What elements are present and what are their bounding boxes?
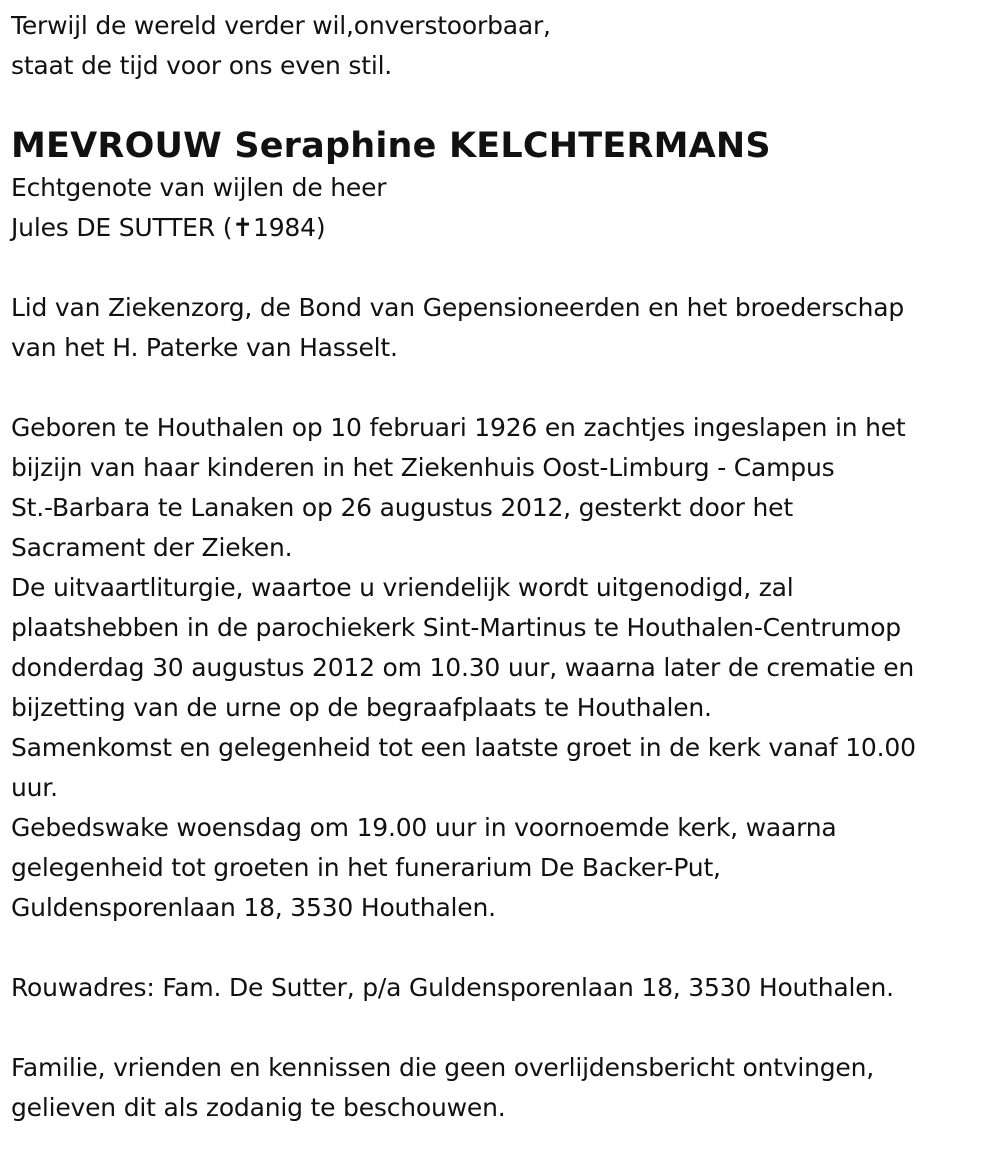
poem [11,6,991,86]
closing-line: gelieven dit als zodanig te beschouwen. [11,1093,506,1122]
announcement-line: De uitvaartliturgie, waartoe u vriendelijk wordt uitgenodigd, zal [11,573,794,602]
announcement-line: Guldensporenlaan 18, 3530 Houthalen. [11,893,496,922]
membership-line: Lid van Ziekenzorg, de Bond van Gepensioneerden en het broederschap [11,293,905,322]
membership [11,288,991,368]
spacer [11,368,991,408]
announcement-line: Sacrament der Zieken. [11,533,293,562]
announcement-line: gelegenheid tot groeten in het funerarium De Backer-Put, [11,853,721,882]
spacer [11,248,991,288]
address-line: Rouwadres: Fam. De Sutter, p/a Guldensporenlaan 18, 3530 Houthalen. [11,973,894,1002]
announcement-line: donderdag 30 augustus 2012 om 10.30 uur, waarna later de crematie en [11,653,915,682]
spouse-death-year: 1984) [253,213,326,242]
announcement-line: Samenkomst en gelegenheid tot een laatste groet in de kerk vanaf 10.00 [11,733,916,762]
announcement-line: Gebedswake woensdag om 19.00 uur in voornoemde kerk, waarna [11,813,837,842]
spouse-name: Jules DE SUTTER ( [11,213,233,242]
announcement-line: plaatshebben in de parochiekerk Sint-Martinus te Houthalen-Centrumop [11,613,901,642]
mourning-address [11,968,991,1008]
spouse-line: Echtgenote van wijlen de heer [11,173,387,202]
closing-note [11,1048,991,1128]
announcement-line: St.-Barbara te Lanaken op 26 augustus 2012, gesterkt door het [11,493,793,522]
announcement-line: bijzetting van de urne op de begraafplaats te Houthalen. [11,693,712,722]
cross-icon: ✝ [232,213,253,242]
deceased-name: MEVROUW Seraphine KELCHTERMANS [11,126,771,166]
announcement-line: bijzijn van haar kinderen in het Ziekenhuis Oost-Limburg - Campus [11,453,835,482]
poem-line: staat de tijd voor ons even stil. [11,51,393,80]
spouse-info [11,168,991,248]
obituary-notice [11,6,991,1128]
announcement [11,408,991,928]
announcement-line: uur. [11,773,58,802]
closing-line: Familie, vrienden en kennissen die geen overlijdensbericht ontvingen, [11,1053,875,1082]
membership-line: van het H. Paterke van Hasselt. [11,333,398,362]
announcement-line: Geboren te Houthalen op 10 februari 1926 en zachtjes ingeslapen in het [11,413,906,442]
spouse-name-line [11,208,991,248]
poem-line: Terwijl de wereld verder wil,onverstoorbaar, [11,11,551,40]
spacer [11,1008,991,1048]
spacer [11,928,991,968]
